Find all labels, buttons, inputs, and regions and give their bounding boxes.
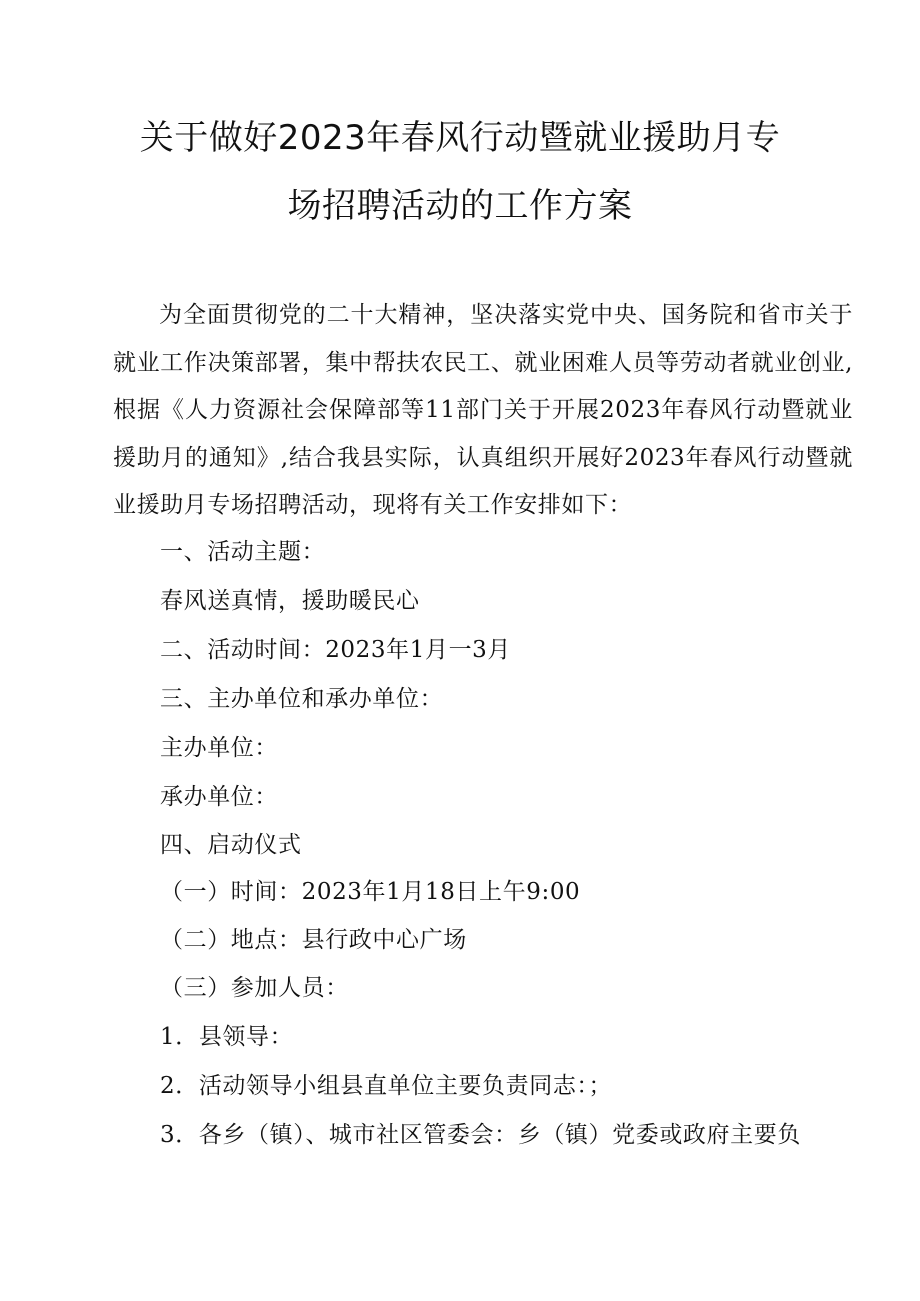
list-item: 3．各乡（镇）、城市社区管委会：乡（镇）党委或政府主要负 [160, 1122, 801, 1148]
ceremony-location: （二）地点：县行政中心广场 [160, 927, 467, 953]
section-heading-ceremony: 四、启动仪式 [160, 832, 302, 858]
document-title-line-1: 关于做好2023年春风行动暨就业援助月专 [139, 118, 781, 158]
theme-text: 春风送真情，援助暖民心 [160, 588, 420, 614]
section-heading-theme: 一、活动主题： [160, 539, 326, 565]
host-unit-label: 主办单位： [160, 735, 278, 761]
ceremony-time: （一）时间：2023年1月18日上午9:00 [160, 879, 581, 905]
ceremony-participants: （三）参加人员： [160, 975, 349, 1001]
section-heading-organizers: 三、主办单位和承办单位： [160, 686, 444, 712]
section-heading-time: 二、活动时间：2023年1月一3月 [160, 637, 511, 663]
organizer-unit-label: 承办单位： [160, 784, 278, 810]
intro-paragraph: 为全面贯彻党的二十大精神，坚决落实党中央、国务院和省市关于就业工作决策部署，集中帮扶农民工、就业困难人员等劳动者就业创业,根据《人力资源社会保障部等11部门关于开展2023年春风行动暨就业援助月的通知》,结合我县实际，认真组织开展好2023年春风行动暨就业援助月专场招聘活动，现将有关工作安排如下： [113, 302, 853, 518]
list-item: 2．活动领导小组县直单位主要负责同志：； [160, 1073, 613, 1099]
list-item: 1．县领导： [160, 1024, 294, 1050]
document-title-line-2: 场招聘活动的工作方案 [287, 186, 633, 226]
